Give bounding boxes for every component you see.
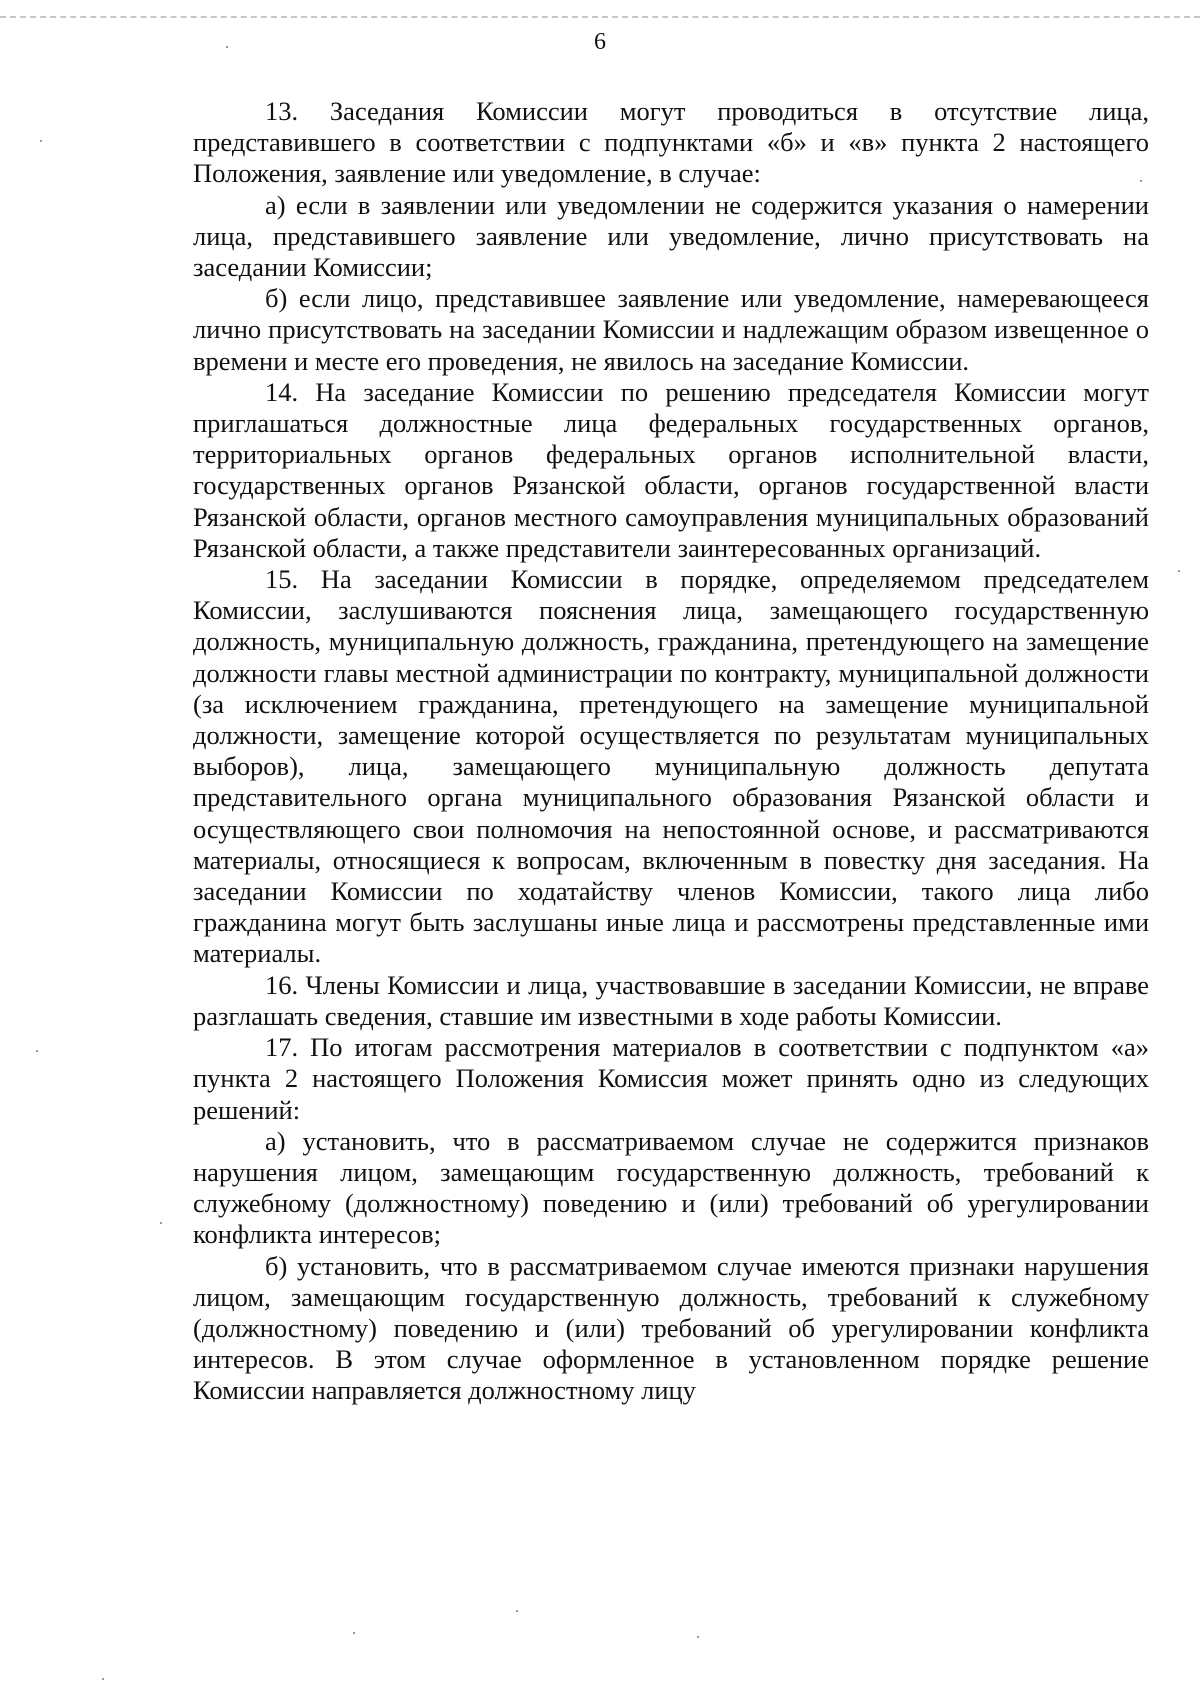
- paragraph-17: 17. По итогам рассмотрения материалов в соответствии с подпунктом «а» пункта 2 настоящего Положения Комиссия может принять одно из следующих решений:: [193, 1032, 1149, 1125]
- scan-speck: [1178, 570, 1180, 572]
- scan-speck: [697, 1636, 699, 1638]
- scan-speck: [36, 1050, 38, 1052]
- scan-artifact-line: [0, 16, 1200, 18]
- paragraph-16: 16. Члены Комиссии и лица, участвовавшие в заседании Комиссии, не вправе разглашать сведения, ставшие им известными в ходе работы Комиссии.: [193, 969, 1149, 1031]
- paragraph-17-a: а) установить, что в рассматриваемом случае не содержится признаков нарушения лицом, замещающим государственную должность, требований к служебному (должностному) поведению и (или) требований об урегулировании конфликта интересов;: [193, 1125, 1149, 1250]
- scan-speck: [102, 1678, 104, 1680]
- page-number: 6: [594, 29, 606, 55]
- scan-speck: [160, 1222, 162, 1224]
- scan-speck: [1140, 180, 1142, 182]
- paragraph-13-b: б) если лицо, представившее заявление или уведомление, намеревающееся лично присутствовать на заседании Комиссии и надлежащим образом извещенное о времени и месте его проведения, не явилось на заседание Комиссии.: [193, 283, 1149, 376]
- scan-speck: [40, 140, 42, 142]
- paragraph-17-b: б) установить, что в рассматриваемом случае имеются признаки нарушения лицом, замещающим государственную должность, требований к служебному (должностному) поведению и (или) требований об урегулировании конфликта интересов. В этом случае оформленное в установленном порядке решение Комиссии направляется должностному лицу: [193, 1250, 1149, 1406]
- scan-speck: [516, 1610, 518, 1612]
- scan-speck: [226, 46, 228, 48]
- paragraph-14: 14. На заседание Комиссии по решению председателя Комиссии могут приглашаться должностные лица федеральных государственных органов, территориальных органов федеральных органов исполнительной власти, государственных органов Рязанской области, органов государственной власти Рязанской области, органов местного самоуправления муниципальных образований Рязанской области, а также представители заинтересованных организаций.: [193, 376, 1149, 563]
- paragraph-15: 15. На заседании Комиссии в порядке, определяемом председателем Комиссии, заслушиваются пояснения лица, замещающего государственную должность, муниципальную должность, гражданина, претендующего на замещение должности главы местной администрации по контракту, муниципальной должности (за исключением гражданина, претендующего на замещение муниципальной должности, замещение которой осуществляется по результатам муниципальных выборов), лица, замещающего муниципальную должность депутата представительного органа муниципального образования Рязанской области и осуществляющего свои полномочия на непостоянной основе, и рассматриваются материалы, относящиеся к вопросам, включенным в повестку дня заседания. На заседании Комиссии по ходатайству членов Комиссии, такого лица либо гражданина могут быть заслушаны иные лица и рассмотрены представленные ими материалы.: [193, 564, 1149, 969]
- document-body: [193, 96, 1149, 1407]
- scan-speck: [353, 1632, 355, 1634]
- paragraph-13-a: а) если в заявлении или уведомлении не содержится указания о намерении лица, представившего заявление или уведомление, лично присутствовать на заседании Комиссии;: [193, 189, 1149, 283]
- paragraph-13: 13. Заседания Комиссии могут проводиться в отсутствие лица, представившего в соответствии с подпунктами «б» и «в» пункта 2 настоящего Положения, заявление или уведомление, в случае:: [193, 96, 1149, 189]
